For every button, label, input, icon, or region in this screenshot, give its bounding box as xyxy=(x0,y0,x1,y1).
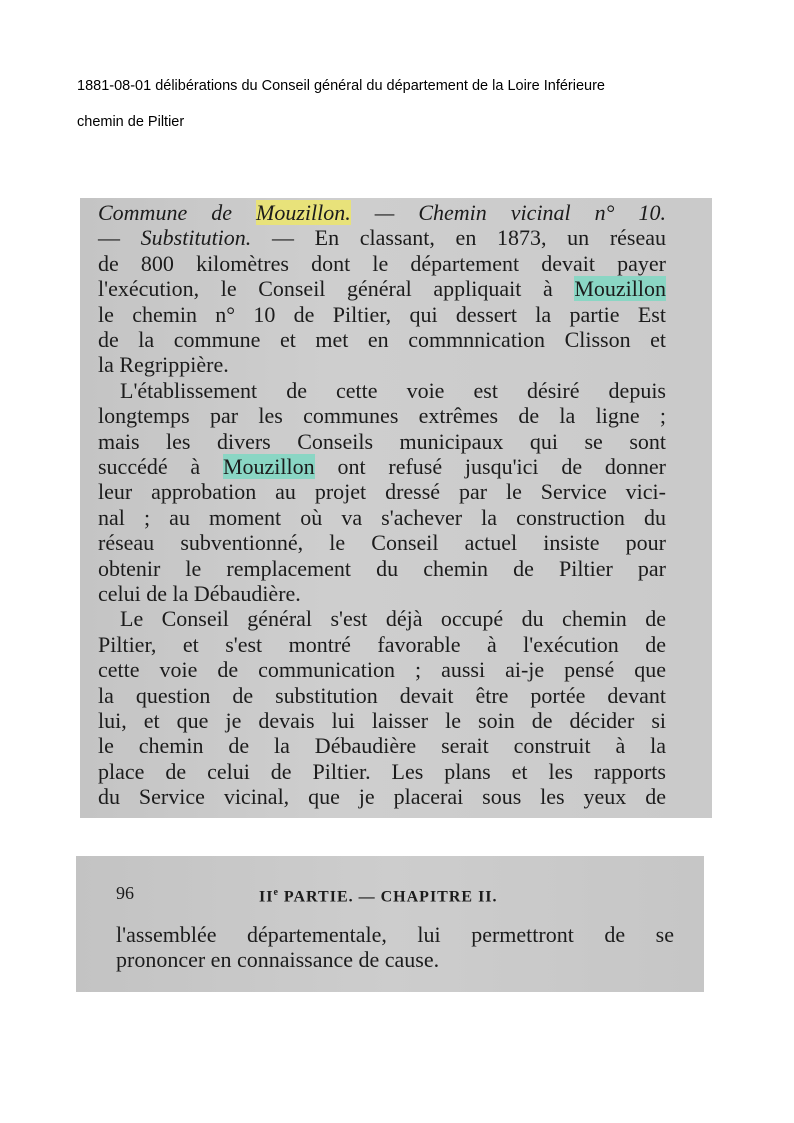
text-run: nal ; au moment où va s'achever la construction du xyxy=(98,504,666,530)
caption-subtitle: chemin de Piltier xyxy=(77,114,185,130)
text-run: cette voie de communication ; aussi ai-je pensé que xyxy=(98,657,666,683)
text-run: Substitution. xyxy=(140,225,252,251)
text-line xyxy=(98,708,666,734)
text-line xyxy=(98,606,666,632)
text-line xyxy=(98,505,666,531)
text-line xyxy=(98,632,666,658)
text-run: leur approbation au projet dressé par le Service vici- xyxy=(98,479,666,505)
text-line xyxy=(98,352,666,378)
page-number: 96 xyxy=(116,883,134,903)
text-line xyxy=(98,581,666,607)
text-run: l'exécution, le Conseil général appliquait à xyxy=(98,276,575,302)
text-run: ont refusé jusqu'ici de donner xyxy=(314,454,666,479)
text-run: celui de la Débaudière. xyxy=(98,581,301,606)
scanned-excerpt-main xyxy=(80,198,712,818)
text-line xyxy=(98,327,666,353)
text-line xyxy=(98,403,666,429)
text-run: le chemin de la Débaudière serait construit à la xyxy=(98,733,666,759)
caption-title: 1881-08-01 délibérations du Conseil général du département de la Loire Inférieure xyxy=(77,78,605,94)
text-line xyxy=(98,225,666,251)
text-run: — xyxy=(98,225,141,251)
highlighted-term: Mouzillon xyxy=(574,276,666,302)
text-line xyxy=(98,683,666,709)
text-line xyxy=(98,276,666,302)
text-run: de la commune et met en commnnication Clisson et xyxy=(98,327,666,352)
text-run: place de celui de Piltier. Les plans et les rapports xyxy=(98,758,666,784)
text-run: du Service vicinal, que je placerai sous les yeux de xyxy=(98,784,666,810)
text-run: lui, et que je devais lui laisser le soin de décider si xyxy=(98,708,666,733)
text-run: longtemps par les communes extrêmes de la ligne ; xyxy=(98,403,666,429)
scanned-excerpt-continuation xyxy=(76,856,704,992)
text-line xyxy=(98,378,666,404)
text-run: obtenir le remplacement du chemin de Piltier par xyxy=(98,555,666,581)
text-line xyxy=(98,733,666,759)
text-run: réseau subventionné, le Conseil actuel insiste pour xyxy=(98,530,666,556)
text-run: — En classant, en 1873, un réseau xyxy=(251,225,666,251)
text-run: Piltier, et s'est montré favorable à l'exécution de xyxy=(98,631,666,657)
text-line xyxy=(98,556,666,582)
text-run: succédé à xyxy=(98,454,223,479)
text-run: prononcer en connaissance de cause. xyxy=(116,947,440,972)
text-run: la Regrippière. xyxy=(98,352,229,378)
text-line xyxy=(98,530,666,556)
text-line xyxy=(98,759,666,785)
text-run: Le Conseil général s'est déjà occupé du chemin de xyxy=(120,606,666,632)
page-header xyxy=(116,880,676,906)
highlighted-term: Mouzillon xyxy=(222,454,315,479)
text-line xyxy=(98,251,666,277)
running-head: IIe PARTIE. — CHAPITRE II. xyxy=(259,887,498,906)
text-line xyxy=(98,784,666,810)
text-line xyxy=(98,302,666,328)
text-run: L'établissement de cette voie est désiré depuis xyxy=(120,377,666,403)
text-run: Commune de xyxy=(98,200,257,225)
text-line xyxy=(98,429,666,455)
text-run: la question de substitution devait être portée devant xyxy=(98,682,666,708)
text-line xyxy=(98,479,666,505)
text-run: l'assemblée départementale, lui permettront de se xyxy=(116,922,674,947)
text-run: le chemin n° 10 de Piltier, qui dessert la partie Est xyxy=(98,301,666,327)
text-line xyxy=(98,454,666,480)
text-line xyxy=(116,922,674,948)
text-line xyxy=(98,657,666,683)
text-run: mais les divers Conseils municipaux qui se sont xyxy=(98,428,666,454)
text-run: de 800 kilomètres dont le département devait payer xyxy=(98,250,666,276)
text-line xyxy=(98,200,666,226)
text-line xyxy=(116,947,674,973)
text-run: — Chemin vicinal n° 10. xyxy=(350,200,666,225)
highlighted-term: Mouzillon. xyxy=(256,200,351,225)
